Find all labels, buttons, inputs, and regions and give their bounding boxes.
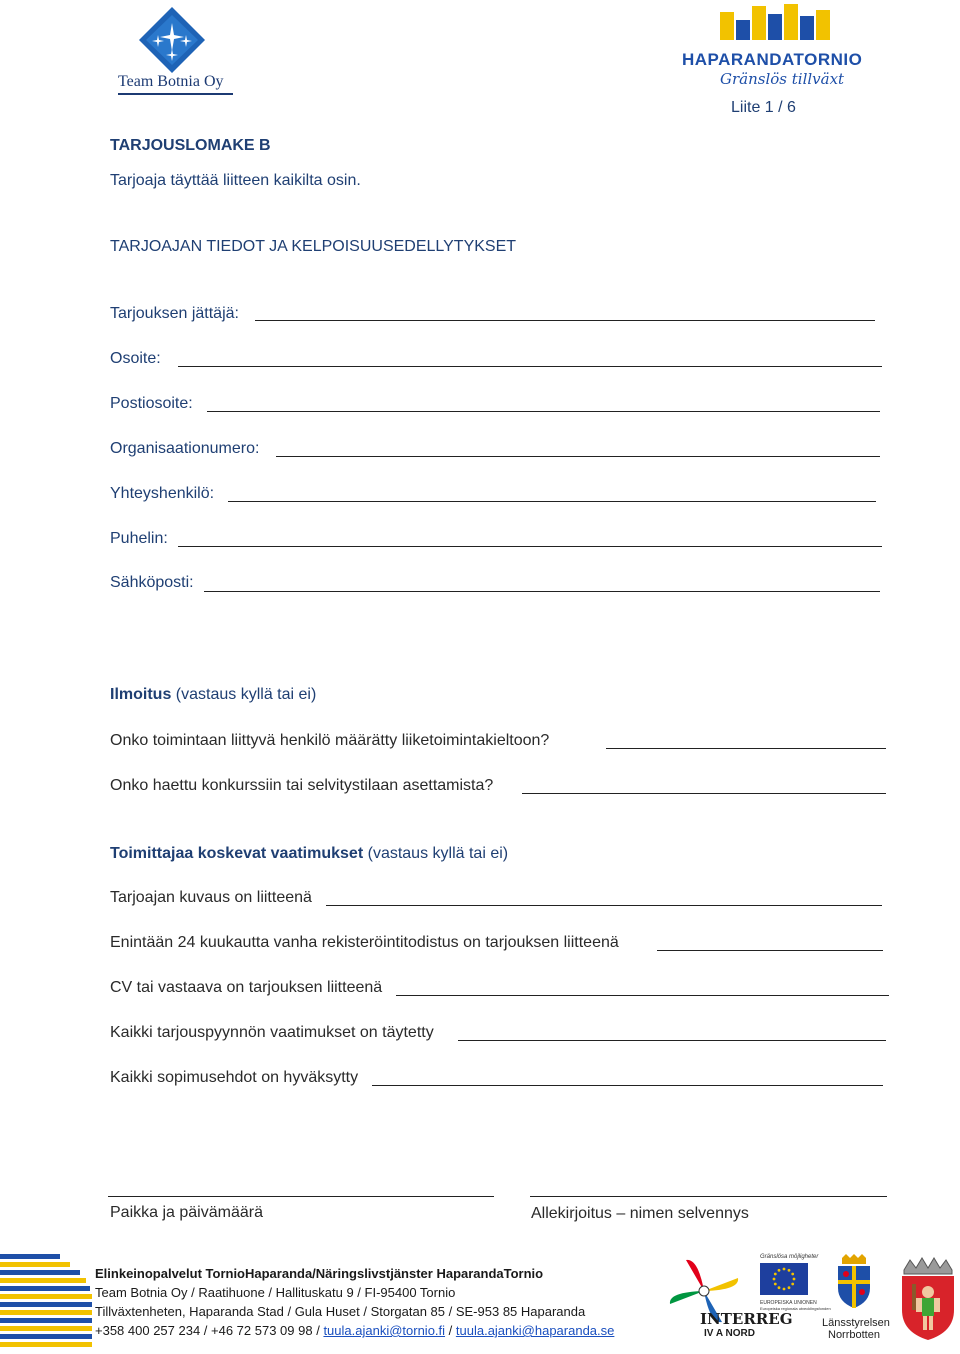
field-line-org-number[interactable]: [276, 456, 880, 457]
field-label-phone: Puhelin:: [110, 530, 168, 547]
question-bankruptcy: Onko haettu konkurssiin tai selvitystilaan asettamista?: [110, 777, 494, 794]
haparandatornio-tagline: Gränslös tillväxt: [720, 70, 845, 88]
lansstyrelsen-name: Länsstyrelsen: [822, 1317, 890, 1329]
signature-line[interactable]: [530, 1196, 887, 1197]
field-line-email[interactable]: [204, 591, 880, 592]
section-title-bidder-info: TARJOAJAN TIEDOT JA KELPOISUUSEDELLYTYKSET: [110, 238, 517, 255]
form-title: TARJOUSLOMAKE B: [110, 137, 271, 154]
requirement-item: Kaikki sopimusehdot on hyväksytty: [110, 1069, 359, 1086]
requirement-item: Kaikki tarjouspyynnön vaatimukset on täytetty: [110, 1024, 434, 1041]
requirement-answer-line[interactable]: [657, 950, 883, 951]
team-botnia-diamond-icon: [110, 5, 235, 75]
requirement-item: Enintään 24 kuukautta vanha rekisteröintitodistus on tarjouksen liitteenä: [110, 934, 619, 951]
footer-line-2: Team Botnia Oy / Raatihuone / Hallituskatu 9 / FI-95400 Tornio: [95, 1285, 456, 1300]
tornio-coat-of-arms: [898, 1254, 958, 1344]
question-business-ban: Onko toimintaan liittyvä henkilö määrätty liiketoimintakieltoon?: [110, 732, 550, 749]
eu-name: EUROPEISKA UNIONEN: [760, 1300, 817, 1306]
norrbotten-crest-icon: [834, 1254, 874, 1308]
field-label-contact-person: Yhteyshenkilö:: [110, 485, 215, 502]
field-label-address: Osoite:: [110, 350, 161, 367]
field-line-contact-person[interactable]: [228, 501, 876, 502]
haparandatornio-bars-icon: [680, 2, 880, 48]
requirement-item: Tarjoajan kuvaus on liitteenä: [110, 889, 312, 906]
eu-tagline: Gränslösa möjligheter: [760, 1254, 819, 1260]
field-label-org-number: Organisaationumero:: [110, 440, 260, 457]
eu-flag-icon: [760, 1263, 808, 1295]
requirement-answer-line[interactable]: [326, 905, 882, 906]
form-instruction: Tarjoaja täyttää liitteen kaikilta osin.: [110, 172, 361, 189]
answer-line-business-ban[interactable]: [606, 748, 886, 749]
eu-fund: Europeiska regionala utvecklingsfonden: [760, 1306, 831, 1311]
attachment-page-number: Liite 1 / 6: [731, 99, 796, 116]
requirements-heading: [110, 844, 508, 864]
field-label-postal-address: Postiosoite:: [110, 395, 193, 412]
notice-heading: [110, 685, 316, 705]
answer-line-bankruptcy[interactable]: [522, 793, 886, 794]
field-label-email: Sähköposti:: [110, 574, 194, 591]
footer-line-4: [95, 1321, 614, 1340]
footer-stripes: [0, 1252, 92, 1349]
team-botnia-logo: [110, 5, 235, 97]
requirement-answer-line[interactable]: [458, 1040, 886, 1041]
footer-email-separator: /: [445, 1323, 456, 1338]
place-date-line[interactable]: [108, 1196, 494, 1197]
footer-line-3: Tillväxtenheten, Haparanda Stad / Gula Huset / Storgatan 85 / SE-953 85 Haparanda: [95, 1304, 586, 1319]
team-botnia-wordmark: Team Botnia Oy: [118, 73, 224, 90]
haparandatornio-wordmark: HAPARANDATORNIO: [682, 50, 863, 69]
notice-hint: (vastaus kyllä tai ei): [175, 686, 317, 703]
place-date-label: Paikka ja päivämäärä: [110, 1204, 263, 1221]
field-label-bidder: Tarjouksen jättäjä:: [110, 305, 239, 322]
footer-phones: +358 400 257 234 / +46 72 573 09 98 /: [95, 1323, 324, 1338]
footer-line-1: Elinkeinopalvelut TornioHaparanda/Näringslivstjänster HaparandaTornio: [95, 1266, 544, 1281]
footer-email-haparanda[interactable]: tuula.ajanki@haparanda.se: [455, 1323, 615, 1338]
field-line-address[interactable]: [178, 366, 882, 367]
tornio-crest-icon: [898, 1254, 958, 1342]
requirements-title: Toimittajaa koskevat vaatimukset: [110, 845, 364, 862]
field-line-bidder[interactable]: [255, 320, 875, 321]
field-line-phone[interactable]: [178, 546, 882, 547]
notice-title: Ilmoitus: [110, 686, 172, 703]
requirements-hint: (vastaus kyllä tai ei): [367, 845, 509, 862]
requirement-answer-line[interactable]: [396, 995, 889, 996]
field-line-postal-address[interactable]: [207, 411, 880, 412]
eu-logo: [760, 1254, 831, 1314]
lansstyrelsen-logo: [822, 1254, 888, 1346]
requirement-item: CV tai vastaava on tarjouksen liitteenä: [110, 979, 383, 996]
requirement-answer-line[interactable]: [372, 1085, 883, 1086]
signature-label: Allekirjoitus – nimen selvennys: [531, 1205, 749, 1222]
interreg-subtitle: IV A NORD: [704, 1328, 755, 1339]
haparandatornio-logo: [680, 2, 880, 94]
footer-email-tornio[interactable]: tuula.ajanki@tornio.fi: [323, 1323, 446, 1338]
lansstyrelsen-region: Norrbotten: [828, 1329, 880, 1341]
interreg-wordmark: INTERREG: [700, 1310, 793, 1328]
